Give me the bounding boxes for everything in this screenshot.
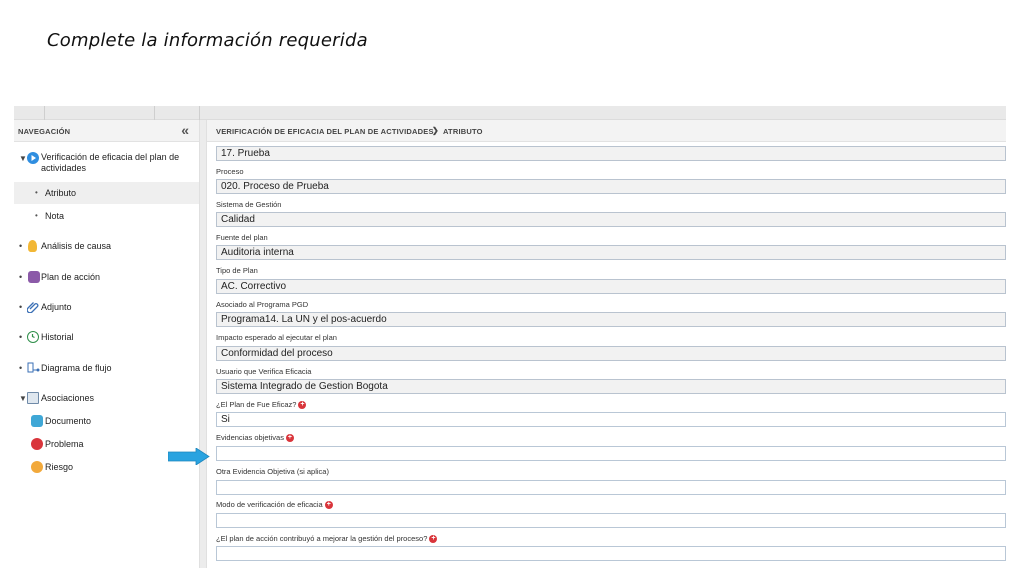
bullet-icon: • [35,188,38,197]
document-icon [31,415,43,427]
paperclip-icon [27,301,39,313]
sidebar-header [14,120,199,142]
sidebar-item-label: Diagrama de flujo [41,363,112,373]
plan-contribuyo-label-text: ¿El plan de acción contribuyó a mejorar la gestión del proceso? [216,534,428,543]
programa-pgd-label: Asociado al Programa PGD [216,300,309,309]
breadcrumb-separator-icon: ❯ [432,126,439,135]
sidebar-item-analisis-de-causa[interactable] [14,240,199,254]
slide-title: Complete la información requerida [47,30,368,51]
sidebar-item-label: Análisis de causa [41,241,112,251]
required-icon: + [431,535,436,543]
sidebar-item-plan-de-accion[interactable] [14,271,199,285]
evidencias-objetivas-input[interactable] [216,446,1006,461]
otra-evidencia-input[interactable] [216,480,1006,495]
bullet-icon: • [19,332,23,342]
pointer-arrow-icon [168,448,210,465]
usuario-verifica-label: Usuario que Verifica Eficacia [216,367,312,376]
sidebar-item-label: Documento [45,416,92,426]
app-window [14,106,1006,568]
sidebar-title: NAVEGACIÓN [18,127,71,136]
sidebar-item-label: Asociaciones [41,393,95,403]
collapse-sidebar-icon[interactable]: « [181,122,189,138]
sidebar-item-diagrama-de-flujo[interactable] [14,362,199,376]
sidebar-item-label: Verificación de eficacia del plan de actividades [41,152,180,173]
bullet-icon: • [19,302,23,312]
bullet-icon: • [19,272,23,282]
sidebar-item-adjunto[interactable] [14,301,199,315]
top-toolbar-strip [14,106,1006,120]
hexagon-icon [28,271,40,283]
impacto-esperado-label: Impacto esperado al ejecutar el plan [216,333,337,342]
sidebar-item-label: Adjunto [41,302,72,312]
usuario-verifica-field[interactable]: Sistema Integrado de Gestion Bogota [216,379,1006,394]
programa-pgd-field[interactable]: Programa14. La UN y el pos-acuerdo [216,312,1006,327]
otra-evidencia-label: Otra Evidencia Objetiva (si aplica) [216,467,329,476]
required-icon: + [287,434,293,442]
modo-verificacion-label [216,500,333,509]
sidebar-item-nota[interactable] [14,205,199,227]
lightbulb-icon [28,240,37,252]
codigo-field[interactable]: 17. Prueba [216,146,1006,161]
risk-icon [31,461,43,473]
required-icon: + [326,501,331,509]
expand-caret-icon[interactable]: ▼ [19,394,27,403]
evidencias-objetivas-label [216,433,294,442]
required-icon: + [300,401,305,409]
associations-icon [27,392,39,404]
bullet-icon: • [19,363,23,373]
tipo-de-plan-label: Tipo de Plan [216,266,258,275]
problem-icon [31,438,43,450]
proceso-label: Proceso [216,167,244,176]
plan-eficaz-field[interactable]: Si [216,412,1006,427]
impacto-esperado-field[interactable]: Conformidad del proceso [216,346,1006,361]
expand-caret-icon[interactable]: ▼ [19,154,27,163]
bullet-icon: • [35,211,38,220]
breadcrumb-parent[interactable]: VERIFICACIÓN DE EFICACIA DEL PLAN DE ACTIVIDADES [216,127,434,136]
sidebar-item-label: Riesgo [45,462,74,472]
sistema-de-gestion-field[interactable]: Calidad [216,212,1006,227]
bullet-icon: • [19,241,23,251]
sidebar-item-label: Historial [41,332,74,342]
plan-contribuyo-input[interactable] [216,546,1006,561]
sidebar-item-atributo[interactable] [14,182,199,204]
modo-verificacion-input[interactable] [216,513,1006,528]
plan-contribuyo-label [216,534,437,543]
sidebar-item-label: Nota [45,211,65,221]
play-circle-icon [27,152,39,164]
sidebar-item-verificacion[interactable] [14,152,199,180]
sidebar-item-label: Plan de acción [41,272,101,282]
fuente-del-plan-label: Fuente del plan [216,233,268,242]
sidebar-item-asociaciones[interactable] [14,392,199,406]
breadcrumb-current: ATRIBUTO [443,127,483,136]
breadcrumb [207,120,1006,142]
plan-eficaz-label-text: ¿El Plan de Fue Eficaz? [216,400,297,409]
panel-divider[interactable] [199,120,207,568]
sidebar-item-documento[interactable] [14,415,199,429]
tipo-de-plan-field[interactable]: AC. Correctivo [216,279,1006,294]
sidebar-item-historial[interactable] [14,331,199,345]
plan-eficaz-label [216,400,306,409]
sistema-de-gestion-label: Sistema de Gestión [216,200,282,209]
history-icon [27,331,39,343]
navigation-sidebar [14,120,199,568]
flowchart-icon [27,362,39,374]
fuente-del-plan-field[interactable]: Auditoria interna [216,245,1006,260]
sidebar-item-label: Problema [45,439,84,449]
evidencias-objetivas-label-text: Evidencias objetivas [216,433,284,442]
main-panel [207,120,1006,568]
proceso-field[interactable]: 020. Proceso de Prueba [216,179,1006,194]
modo-verificacion-label-text: Modo de verificación de eficacia [216,500,323,509]
sidebar-item-label: Atributo [45,188,77,198]
